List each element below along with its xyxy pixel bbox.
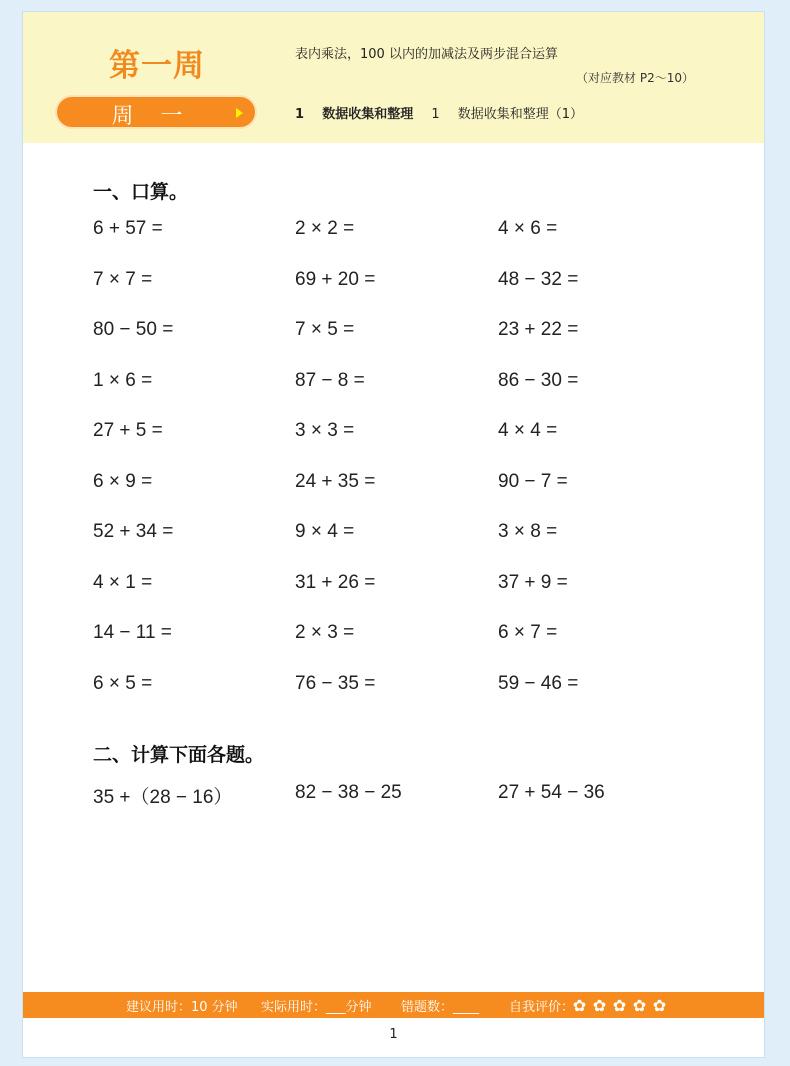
unit-number: 1 <box>295 107 305 122</box>
flower-icon[interactable]: ✿ <box>652 996 667 1015</box>
oral-problem: 69 + 20 = <box>295 268 376 290</box>
suggested-time: 建议用时：10 分钟 <box>126 1000 238 1015</box>
oral-problem: 31 + 26 = <box>295 571 376 593</box>
mixed-problem: 35 +（28 − 16） <box>93 787 233 808</box>
mixed-problem: 82 − 38 − 25 <box>295 782 402 803</box>
oral-problem: 4 × 4 = <box>498 420 558 441</box>
oral-problem: 9 × 4 = <box>295 521 355 542</box>
self-evaluation-label: 自我评价： <box>509 1000 575 1015</box>
oral-problem: 27 + 5 = <box>93 420 163 441</box>
oral-problem: 14 − 11 = <box>93 622 172 643</box>
section-title-mixed: 二、计算下面各题。 <box>93 744 265 766</box>
mixed-calc-row <box>93 782 693 812</box>
topic-text: 表内乘法，100 以内的加减法及两步混合运算 <box>295 47 558 62</box>
oral-problem: 59 − 46 = <box>498 672 579 694</box>
oral-problem: 37 + 9 = <box>498 571 568 593</box>
lesson-name: 数据收集和整理（1） <box>457 107 584 122</box>
oral-problem: 6 × 7 = <box>498 622 558 643</box>
flower-icon[interactable]: ✿ <box>632 996 647 1015</box>
oral-problem: 87 − 8 = <box>295 369 365 391</box>
section-title-oral: 一、口算。 <box>93 181 189 203</box>
oral-problem: 1 × 6 = <box>93 369 153 391</box>
worksheet-page <box>22 11 765 1058</box>
page-number: 1 <box>389 1027 398 1042</box>
oral-problem: 48 − 32 = <box>498 268 579 290</box>
error-count: 错题数：____ <box>401 1000 480 1015</box>
oral-problem: 7 × 7 = <box>93 268 153 290</box>
flower-icon[interactable]: ✿ <box>572 996 587 1015</box>
oral-problem: 86 − 30 = <box>498 369 579 391</box>
oral-problem: 6 + 57 = <box>93 218 163 239</box>
oral-problem: 80 − 50 = <box>93 319 174 340</box>
self-evaluation-flowers <box>571 996 671 1015</box>
actual-time: 实际用时：___分钟 <box>261 1000 372 1015</box>
lesson-number: 1 <box>431 107 440 122</box>
mixed-problem: 27 + 54 − 36 <box>498 782 605 803</box>
oral-problem: 23 + 22 = <box>498 319 579 340</box>
oral-problem: 76 − 35 = <box>295 672 376 694</box>
textbook-reference: （对应教材 P2～10） <box>576 71 694 85</box>
oral-problem: 6 × 9 = <box>93 470 153 492</box>
oral-problem: 52 + 34 = <box>93 521 174 542</box>
oral-problem: 90 − 7 = <box>498 470 568 492</box>
oral-problem: 4 × 6 = <box>498 218 558 239</box>
flower-icon[interactable]: ✿ <box>612 996 627 1015</box>
oral-problem: 2 × 3 = <box>295 622 355 643</box>
day-label: 周 一 <box>111 104 193 129</box>
unit-name: 数据收集和整理 <box>322 107 414 122</box>
flower-icon[interactable]: ✿ <box>592 996 607 1015</box>
week-title: 第一周 <box>109 48 205 84</box>
footer-bar <box>23 992 764 1018</box>
triangle-arrow-icon <box>236 108 243 118</box>
oral-problem: 4 × 1 = <box>93 571 153 593</box>
oral-problem: 2 × 2 = <box>295 218 355 239</box>
day-badge <box>55 95 257 129</box>
oral-problem: 7 × 5 = <box>295 319 355 340</box>
header-band <box>23 12 764 143</box>
oral-problem: 6 × 5 = <box>93 672 153 694</box>
lesson-line <box>295 103 597 122</box>
oral-problem: 3 × 8 = <box>498 521 558 542</box>
oral-problem: 3 × 3 = <box>295 420 355 441</box>
oral-problem: 24 + 35 = <box>295 470 376 492</box>
